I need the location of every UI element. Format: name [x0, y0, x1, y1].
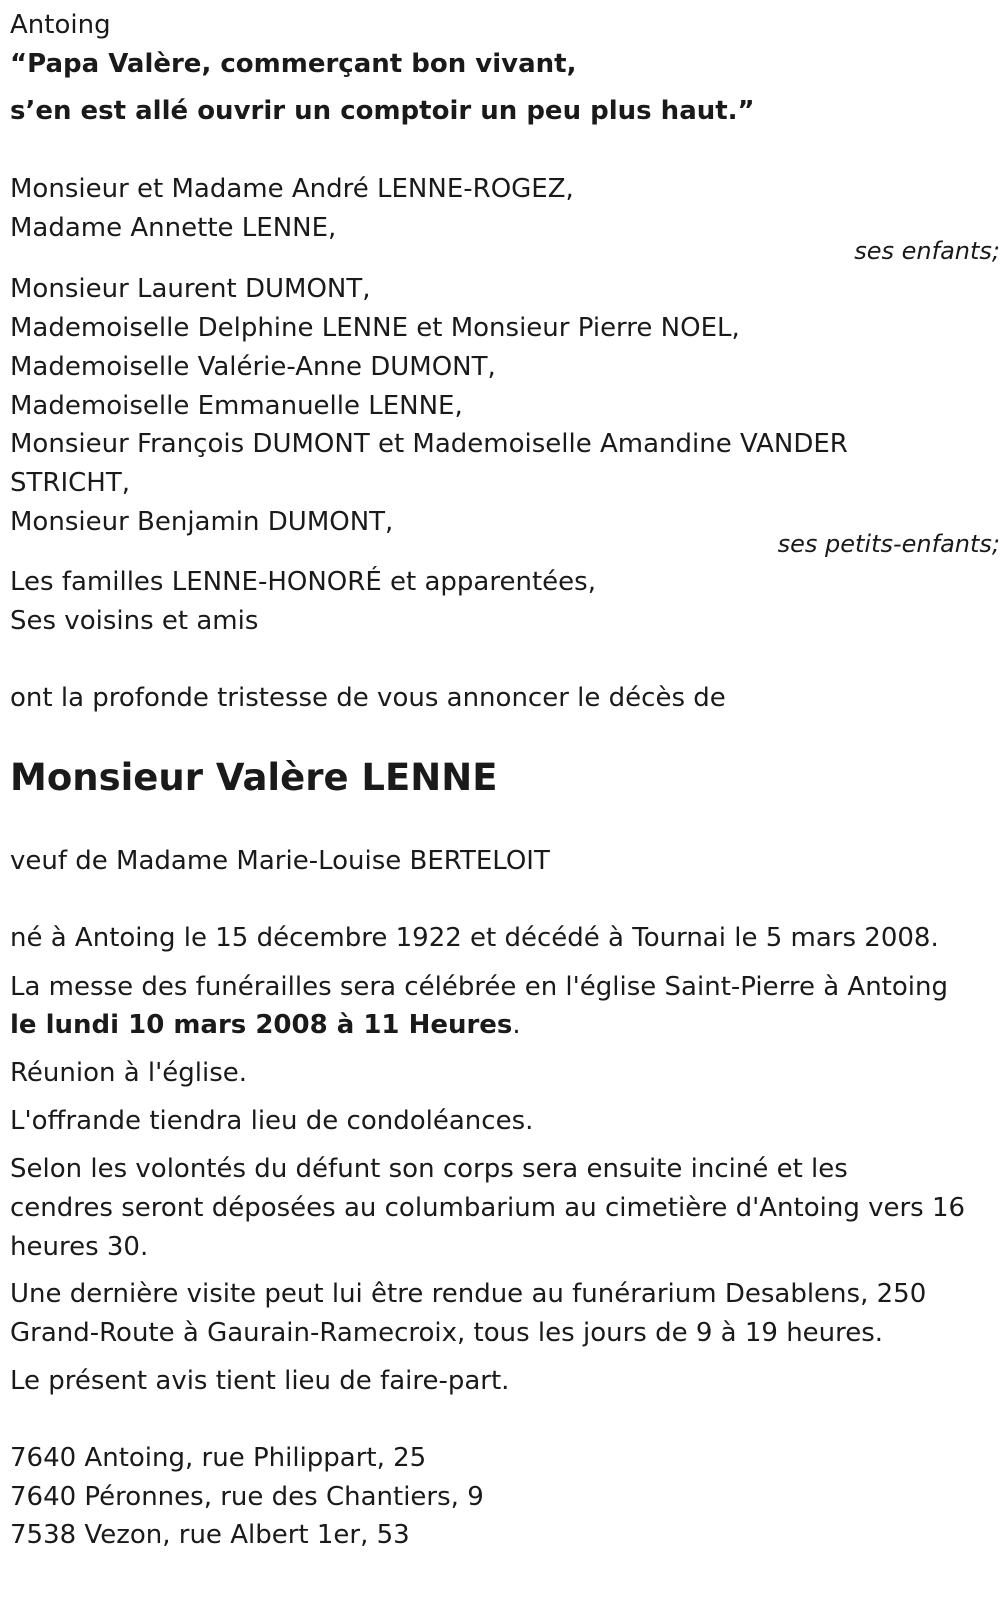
grandchild-name: Monsieur François DUMONT et Mademoiselle Amandine VANDER	[10, 429, 848, 459]
grandchild-name: STRICHT,	[10, 468, 130, 498]
children-role-label: ses enfants;	[854, 237, 1000, 265]
mass-date-bold: le lundi 10 mars 2008 à 11 Heures	[10, 1010, 513, 1040]
address-line: 7538 Vezon, rue Albert 1er, 53	[10, 1520, 410, 1550]
mass-date-end: .	[512, 1010, 521, 1040]
quote-line-1: “Papa Valère, commerçant bon vivant,	[10, 49, 577, 79]
grandchildren-role-label: ses petits-enfants;	[777, 530, 1000, 558]
grandchild-name: Monsieur Laurent DUMONT,	[10, 274, 371, 304]
quote-line-2: s’en est allé ouvrir un comptoir un peu plus haut.”	[10, 96, 755, 126]
mass-text: La messe des funérailles sera célébrée en l'église Saint-Pierre à Antoing	[10, 972, 948, 1002]
visit-text: Une dernière visite peut lui être rendue au funérarium Desablens, 250	[10, 1279, 927, 1309]
spouse-text: veuf de Madame Marie-Louise BERTELOIT	[10, 846, 550, 876]
deceased-name: Monsieur Valère LENNE	[10, 756, 498, 799]
birth-death-dates: né à Antoing le 15 décembre 1922 et décédé à Tournai le 5 mars 2008.	[10, 923, 939, 953]
offering-text: L'offrande tiendra lieu de condoléances.	[10, 1106, 534, 1136]
child-name: Madame Annette LENNE,	[10, 213, 337, 243]
grandchild-name: Mademoiselle Valérie-Anne DUMONT,	[10, 352, 496, 382]
friends-line: Ses voisins et amis	[10, 606, 259, 636]
cremation-text: heures 30.	[10, 1232, 149, 1262]
cremation-text: cendres seront déposées au columbarium au cimetière d'Antoing vers 16	[10, 1193, 966, 1223]
cremation-text: Selon les volontés du défunt son corps sera ensuite inciné et les	[10, 1154, 848, 1184]
child-name: Monsieur et Madame André LENNE-ROGEZ,	[10, 174, 574, 204]
address-line: 7640 Antoing, rue Philippart, 25	[10, 1443, 427, 1473]
address-line: 7640 Péronnes, rue des Chantiers, 9	[10, 1482, 484, 1512]
family-line: Les familles LENNE-HONORÉ et apparentées,	[10, 567, 596, 597]
announcement-text: ont la profonde tristesse de vous annoncer le décès de	[10, 683, 726, 713]
mass-date	[10, 1009, 521, 1041]
location-heading: Antoing	[10, 10, 111, 40]
grandchild-name: Monsieur Benjamin DUMONT,	[10, 507, 394, 537]
grandchild-name: Mademoiselle Emmanuelle LENNE,	[10, 391, 463, 421]
notice-text: Le présent avis tient lieu de faire-part.	[10, 1366, 510, 1396]
grandchild-name: Mademoiselle Delphine LENNE et Monsieur Pierre NOEL,	[10, 313, 740, 343]
meeting-text: Réunion à l'église.	[10, 1058, 248, 1088]
visit-text: Grand-Route à Gaurain-Ramecroix, tous les jours de 9 à 19 heures.	[10, 1318, 884, 1348]
